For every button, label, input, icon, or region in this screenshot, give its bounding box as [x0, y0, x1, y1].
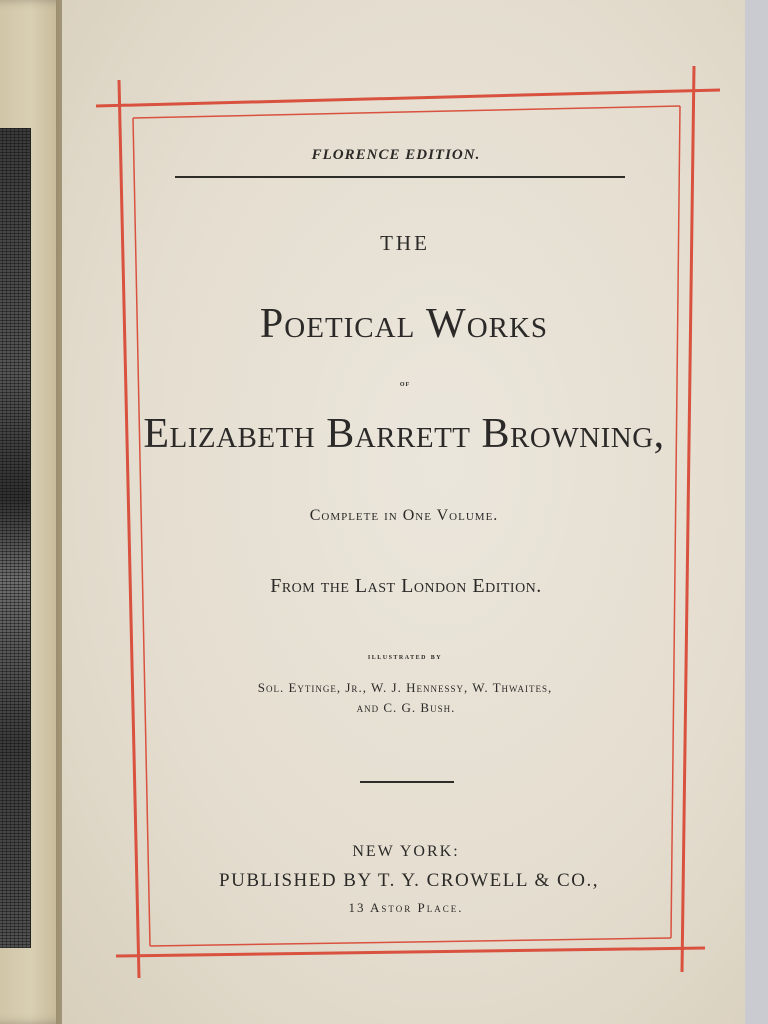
- inner-rule-top: [133, 106, 680, 118]
- author-name: Elizabeth Barrett Browning,: [143, 411, 665, 457]
- outer-rule-top: [96, 90, 720, 106]
- book-title: Poetical Works: [259, 301, 549, 347]
- inner-rule-bottom: [150, 938, 671, 946]
- outer-rule-bottom: [116, 948, 705, 956]
- volume-note: Complete in One Volume.: [309, 507, 499, 524]
- illustrated-by-label: illustrated by: [367, 651, 443, 661]
- source-edition: From the Last London Edition.: [270, 575, 542, 597]
- title-of: of: [399, 379, 411, 388]
- publisher-line: PUBLISHED BY T. Y. CROWELL & CO.,: [219, 870, 599, 891]
- black-rule-short: [360, 781, 454, 783]
- publisher-address: 13 Astor Place.: [348, 900, 464, 915]
- title-article: THE: [380, 231, 430, 255]
- illustrators-line-1: Sol. Eytinge, Jr., W. J. Hennessy, W. Thwaites,: [257, 680, 553, 695]
- publisher-city: NEW YORK:: [352, 843, 460, 860]
- black-rule-top: [175, 176, 625, 178]
- illustrators-line-2: and C. G. Bush.: [356, 700, 456, 715]
- edition-label: FLORENCE EDITION.: [311, 147, 481, 163]
